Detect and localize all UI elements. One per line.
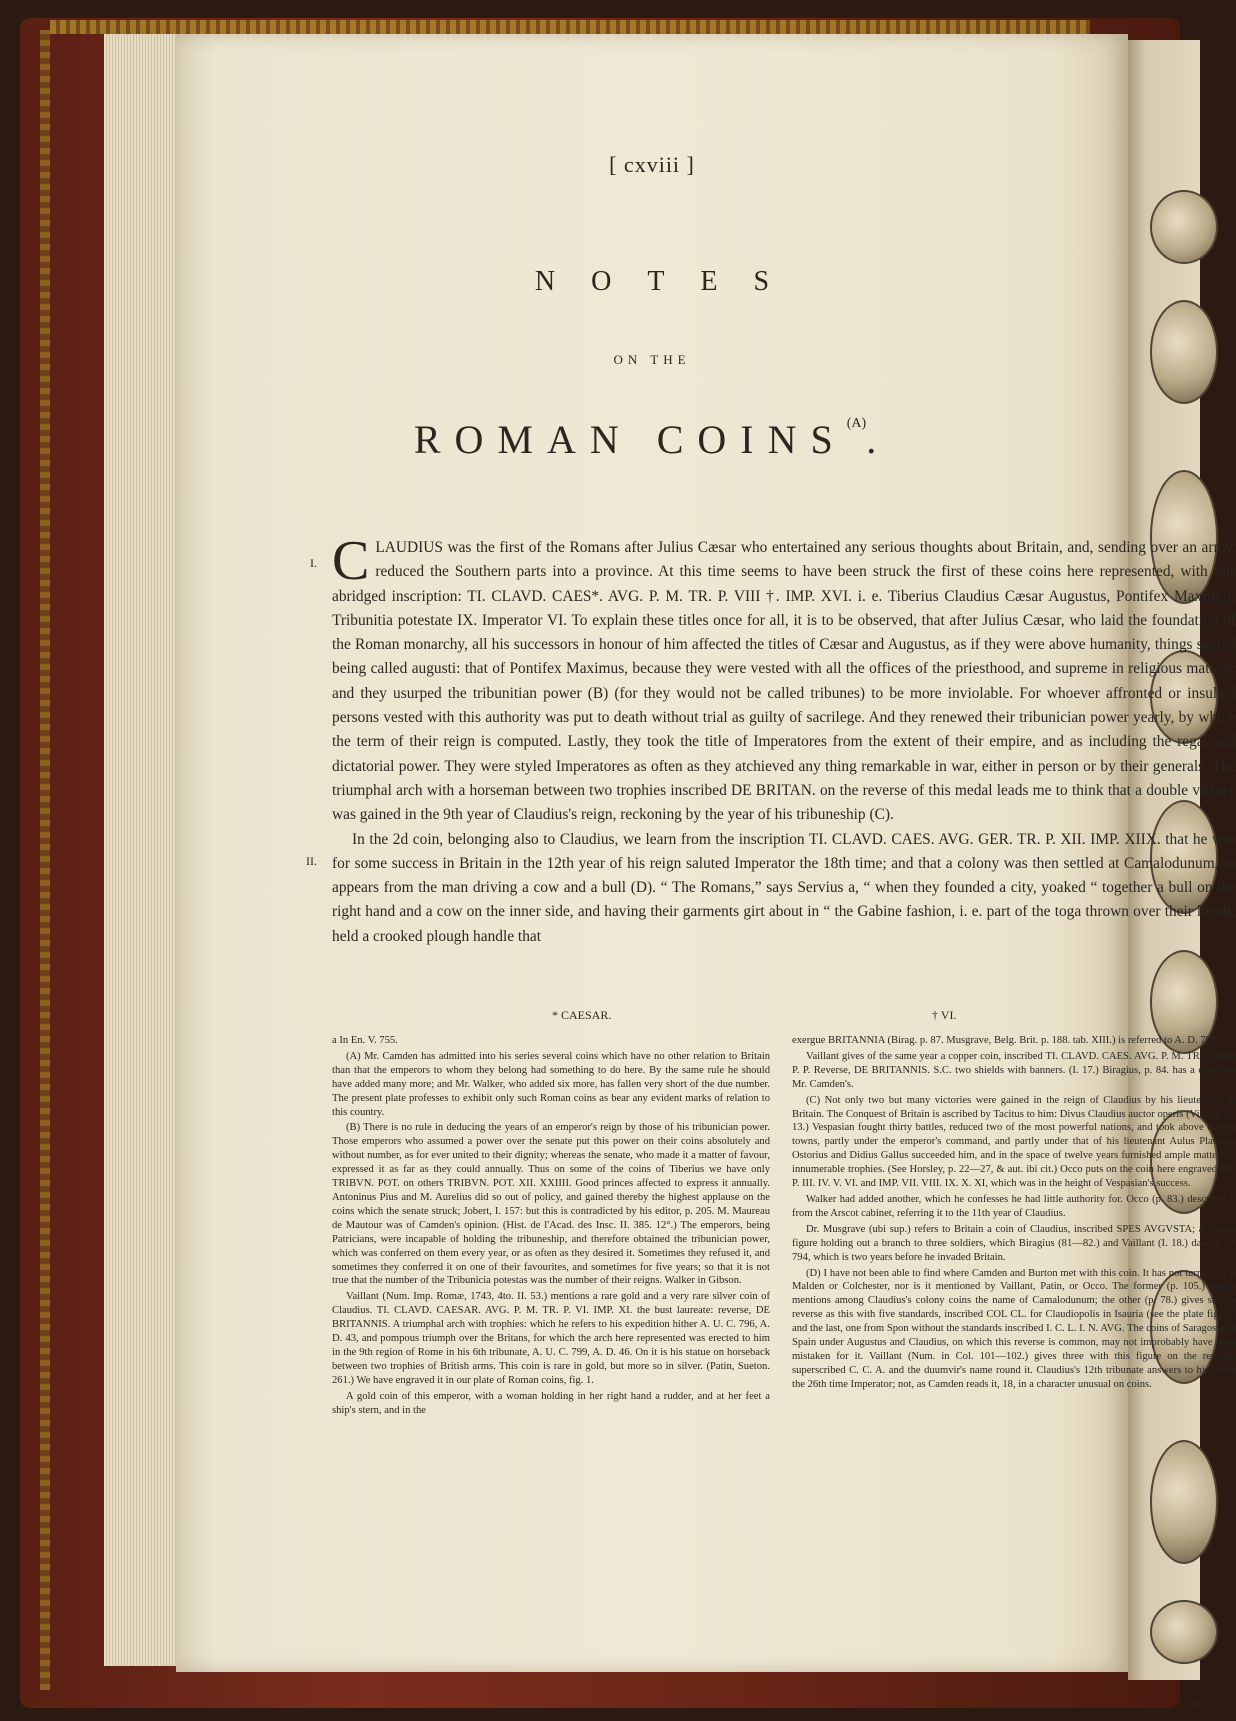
note-item: Vaillant (Num. Imp. Romæ, 1743, 4to. II. 53.) mentions a rare gold and a very rare silver coin of Claudius. TI. CLAVD. CAESAR. AVG. P. M. TR. P. VI. IMP. XI. the bust laureate: reverse, DE BRITANNIS. A triumphal arch with trophies: which he refers to his expedition hither A. U. C. 796, A. D. 43, and pompous triumph over the Britans, for which the arch here represented was erected to him in the 9th region of Rome in his 6th tribunate, A. U. C. 799, A. D. 46. On it is his statue on horseback between two trophies of British arms. This coin is rare in gold, but more so in silver. (Patin, Sueton. 261.) We have engraved it in our plate of Roman coins, fig. 1. [332,1291,770,1386]
catchword: “ all [1192,1680,1204,1709]
footnote-marker-vi: † VI. [932,1008,957,1022]
title-on-the: ON THE [613,352,691,367]
notes-right-column [792,1034,1236,1394]
drop-cap: C [332,530,370,592]
marginal-number-1: I. [310,556,317,570]
main-text [332,530,1236,949]
paragraph-2: In the 2d coin, belonging also to Claudius, we learn from the inscription TI. CLAVD. CAES. AVG. GER. TR. P. XII. IMP. XIIX. that he was for some success in Britain in the 12th year of his reign saluted Imperator the 18th time; and that a colony was then settled at Camalodunum, as appears from the man driving a cow and a bull (D). “ The Romans,” says Servius a, “ when they founded a city, yoaked “ together a bull on the right hand and a cow on the inner side, and having their garments girt about in “ the Gabine fashion, i. e. part of the toga thrown over their heads, held a crooked plough handle that [332,830,1236,945]
title-end-mark: . [866,417,891,462]
title-roman-coins-text: ROMAN COINS [413,417,847,462]
coin-engraving-icon [1150,1440,1218,1564]
footnote-marker-caesar: * CAESAR. [552,1008,612,1022]
note-item: Vaillant gives of the same year a copper coin, inscribed TI. CLAVD. CAES. AVG. P. M. TR. P. IMP. P. P. Reverse, DE BRITANNIS. S.C. two shields with banners. (I. 17.) Biragius, p. 84. has a coin like Mr. Camden's. [792,1050,1236,1090]
note-item: A gold coin of this emperor, with a woman holding in her right hand a rudder, and at her feet a ship's stern, and in the [332,1390,770,1416]
gilt-border-top [50,20,1090,34]
note-item: a In En. V. 755. [332,1035,398,1046]
note-item: (C) Not only two but many victories were gained in the reign of Claudius by his lieutenants in Britain. The Conquest of Britain is ascribed by Tacitus to him: Divus Claudius auctor operis (Vit. Agr. c. 13.) Vespasian fought thirty battles, reduced two of the most powerful nations, and took above twenty towns, partly under the emperor's command, and partly under that of his lieutenant Aulus Plautius. Ostorius and Didius Gallus succeeded him, and in the space of twelve years furnished ample matter for innumerable trophies. (See Horsley, p. 22—27, & aut. ibi cit.) Occo puts on the coin here engraved TR. P. III. IV. V. VI. and IMP. VII. VIII. IX. X. XI, which was in the height of Vespasian's success. [792,1094,1236,1190]
note-item: exergue BRITANNIA (Birag. p. 87. Musgrave, Belg. Brit. p. 188. tab. XIII.) is referred to A. D. 799. [792,1035,1219,1046]
page-number: [ cxviii ] [609,152,695,177]
title-notes: NOTES [534,266,806,297]
title-note-mark: (A) [846,416,867,431]
note-item: (A) Mr. Camden has admitted into his series several coins which have no other relation to Britain than that the emperors to whom they belong had something to do here. By the same rule he should have added many more; and Mr. Walker, who added six more, has fallen very short of the due number. The present plate professes to exhibit only such Roman coins as bear any evident marks of relation to this country. [332,1050,770,1118]
paragraph-1 [332,530,1236,828]
note-item: Walker had added another, which he confesses he had little authority for. Occo (p. 83.) describes it from the Arscot cabinet, referring it to the 11th year of Claudius. [792,1193,1236,1219]
coin-engraving-icon [1150,300,1218,404]
note-item: (D) I have not been able to find where Camden and Burton met with this coin. It has not turned up at Malden or Colchester, nor is it mentioned by Vaillant, Patin, or Occo. The former (p. 105.) barely mentions among Claudius's colony coins the name of Camalodunum; the other (p. 78.) gives such a reverse as this with five standards, inscribed COL CL. for Claudiopolis in Isauria (see the plate fig. 2.) and the last, one from Spon without the standards inscribed I. C. L. I. N. AVG. The coins of Saragossa in Spain under Augustus and Claudius, on which this reverse is common, may not improbably have been mistaken for it. Vaillant (Num. in Col. 101—102.) gives three with this figure on the reverse, superscribed C. C. A. and the duumvir's name round it. Claudius's 12th tribunate answers to his being the 26th time Imperator; not, as Camden reads it, 18, in a character unusual on coins. [792,1267,1236,1390]
book-page [176,34,1236,1709]
page-edges [104,34,184,1666]
title-roman-coins [176,416,1128,463]
note-item: Dr. Musgrave (ubi sup.) refers to Britain a coin of Claudius, inscribed SPES AVGVSTA; a female figure holding out a branch to three soldiers, which Biragius (81—82.) and Vaillant (I. 18.) date A. D. 794, which is two years before he invaded Britain. [792,1223,1236,1263]
coin-engraving-icon [1150,1600,1218,1664]
coin-engraving-icon [1150,190,1218,264]
gilt-border-left [40,30,50,1690]
note-item: (B) There is no rule in deducing the years of an emperor's reign by those of his tribunician power. Those emperors who assumed a power over the senate put this power on their coins absolutely and without number, as for ever united to their dignity; whereas the senate, who made it a matter of favour, expressed it as far as they could annually. Thus on some of the coins of Tiberius we have only TRIBVN. POT. on others TRIBVN. POT. XII. XXIIII. Good princes affected to express it annually. Antoninus Pius and M. Aurelius did so out of policy, and gained thereby the highest applause on the coins which the senate struck; Jobert, I. 157: but this is contradicted by his editor, p. 205. M. Maureau de Mautour was of Camden's opinion. (Hist. de l'Acad. des Insc. II. 385. 12°.) The emperors, being Patricians, were incapable of holding the tribuneship, and therefore obtained the tribunician power, which was conferred on them every year, or as often as they desired it. Sometimes they refused it, and sometimes they conferred it on one of their favourites, and sometimes for five years; so that it is not true that the number of the Tribunicia potestas was the number of their reigns. Walker in Gibson. [332,1122,770,1287]
notes-left-column [332,1034,770,1419]
marginal-number-2: II. [306,854,317,868]
paragraph-1-text: LAUDIUS was the first of the Romans after Julius Cæsar who entertained any serious thoughts about Britain, and, sending over an army, reduced the Southern parts into a province. At this time seems to have been struck the first of these coins here represented, with this abridged inscription: TI. CLAVD. CAES*. AVG. P. M. TR. P. VIII †. IMP. XVI. i. e. Tiberius Claudius Cæsar Augustus, Pontifex Maximus, Tribunitia potestate IX. Imperator VI. To explain these titles once for all, it is to be observed, that after Julius Cæsar, who laid the foundation of the Roman monarchy, all his successors in honour of him affected the titles of Cæsar and Augustus, as if they were above humanity, things sacred being called augusti: that of Pontifex Maximus, because they were vested with all the offices of the priesthood, and supreme in religious matters: and they usurped the tribunitian power (B) (for they would not be called tribunes) to be more inviolable. For whoever affronted or insulted persons vested with this authority was put to death without trial as guilty of sacrilege. And they renewed their tribunician power yearly, by which the term of their reign is computed. Lastly, they took the title of Imperatores from the extent of their empire, and as including the regal and dictatorial power. They were styled Imperatores as often as they atchieved any thing remarkable in war, either in person or by their generals. The triumphal arch with a horseman between two trophies inscribed DE BRITAN. on the reverse of this medal leads me to think that a double victory was gained in the 9th year of Claudius's reign, reckoning by the year of his tribuneship (C). [332,539,1236,824]
